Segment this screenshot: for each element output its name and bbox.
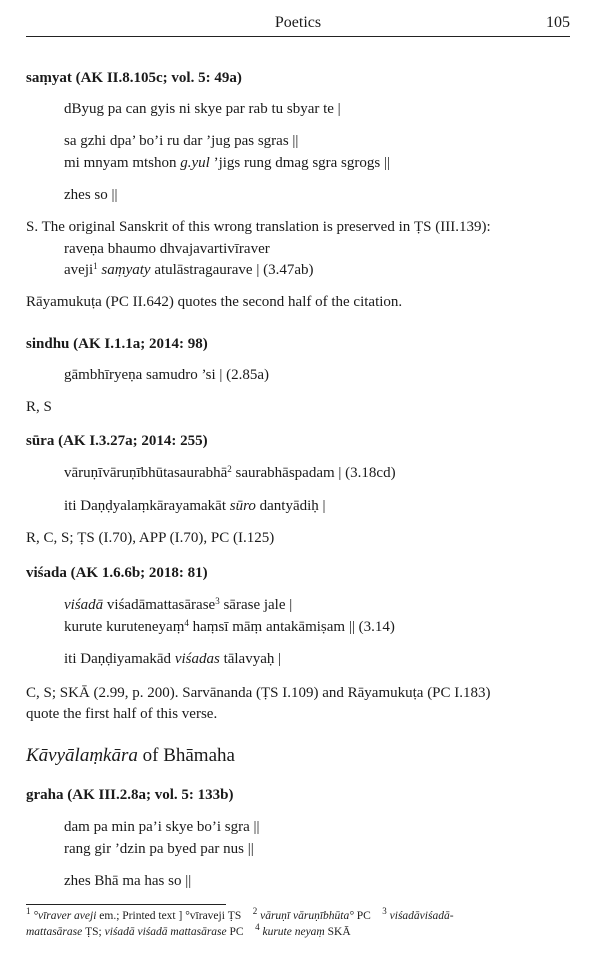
footnote-line: $^1$ °vīraver aveji em.; Printed text ] °vīraveji ṬS $^2$ vāruṇī vāruṇībhūta° PC $^3$ viśadāviśadā-: [26, 906, 454, 922]
running-title: Poetics: [274, 14, 322, 31]
verse-line: vāruṇīvāruṇībhūtasaurabhā$^2$ saurabhāspadam | (3.18cd): [64, 464, 396, 481]
verse-line: zhes so ||: [64, 187, 118, 203]
verse-line: gāmbhīryeṇa samudro ’si | (2.85a): [64, 367, 270, 383]
verse-line: sa gzhi dpa’ bo’i ru dar ’jug pas sgras ||: [64, 133, 299, 149]
section-heading: Kāvyālaṃkāra of Bhāmaha: [26, 745, 235, 766]
footnote-ref: 3: [215, 596, 220, 606]
verse-line: dam pa min pa’i skye bo’i sgra ||: [64, 819, 260, 835]
footnote-rule: [26, 904, 226, 905]
verse-line: mi mnyam mtshon g.yul ’jigs rung dmag sgra sgrogs ||: [64, 155, 390, 171]
verse-line: viśadā viśadāmattasārase$^3$ sārase jale |: [64, 596, 293, 613]
headword-sindhu: sindhu (AK I.1.1a; 2014: 98): [26, 336, 208, 352]
sanskrit-line: aveji$^1$ saṃyaty atulāstragaurave | (3.47ab): [64, 261, 314, 278]
sanskrit-line: raveṇa bhaumo dhvajavartivīraver: [64, 241, 270, 257]
verse-line: zhes Bhā ma has so ||: [64, 873, 192, 889]
footnote-number: 1: [26, 906, 31, 916]
footnote-ref: 1: [93, 261, 98, 271]
page-number: 105: [546, 14, 570, 31]
verse-line: iti Daṇḍiyamakād viśadas tālavyaḥ |: [64, 651, 282, 667]
footnote-line: mattasārase ṬS; viśadā viśadā mattasārase PC $^4$ kurute neyaṃ SKĀ: [26, 922, 351, 938]
verse-line: kurute kuruteneyaṃ$^4$ haṃsī māṃ antakāmiṣam || (3.14): [64, 618, 395, 635]
headword-visada: viśada (AK 1.6.6b; 2018: 81): [26, 565, 208, 581]
running-header: [26, 12, 570, 37]
headword-sura: sūra (AK I.3.27a; 2014: 255): [26, 433, 208, 449]
commentary-line: S. The original Sanskrit of this wrong translation is preserved in ṬS (III.139):: [26, 219, 491, 235]
footnote-number: 2: [252, 906, 258, 916]
commentary-line: Rāyamukuṭa (PC II.642) quotes the second half of the citation.: [26, 294, 403, 310]
verse-line: dByug pa can gyis ni skye par rab tu sbyar te |: [64, 101, 341, 117]
commentary-line: R, S: [26, 399, 52, 415]
commentary-line: quote the first half of this verse.: [26, 706, 218, 722]
commentary-line: R, C, S; ṬS (I.70), APP (I.70), PC (I.125): [26, 530, 275, 546]
verse-line: iti Daṇḍyalaṃkārayamakāt sūro dantyādiḥ |: [64, 498, 326, 514]
headword-samyat: saṃyat (AK II.8.105c; vol. 5: 49a): [26, 70, 242, 86]
headword-graha: graha (AK III.2.8a; vol. 5: 133b): [26, 787, 234, 803]
verse-line: rang gir ’dzin pa byed par nus ||: [64, 841, 254, 857]
footnote-ref: 4: [184, 618, 189, 628]
footnote-number: 4: [255, 922, 260, 932]
footnote-number: 3: [382, 906, 387, 916]
commentary-line: C, S; SKĀ (2.99, p. 200). Sarvānanda (ṬS I.109) and Rāyamukuṭa (PC I.183): [26, 685, 491, 701]
footnote-ref: 2: [227, 464, 232, 474]
